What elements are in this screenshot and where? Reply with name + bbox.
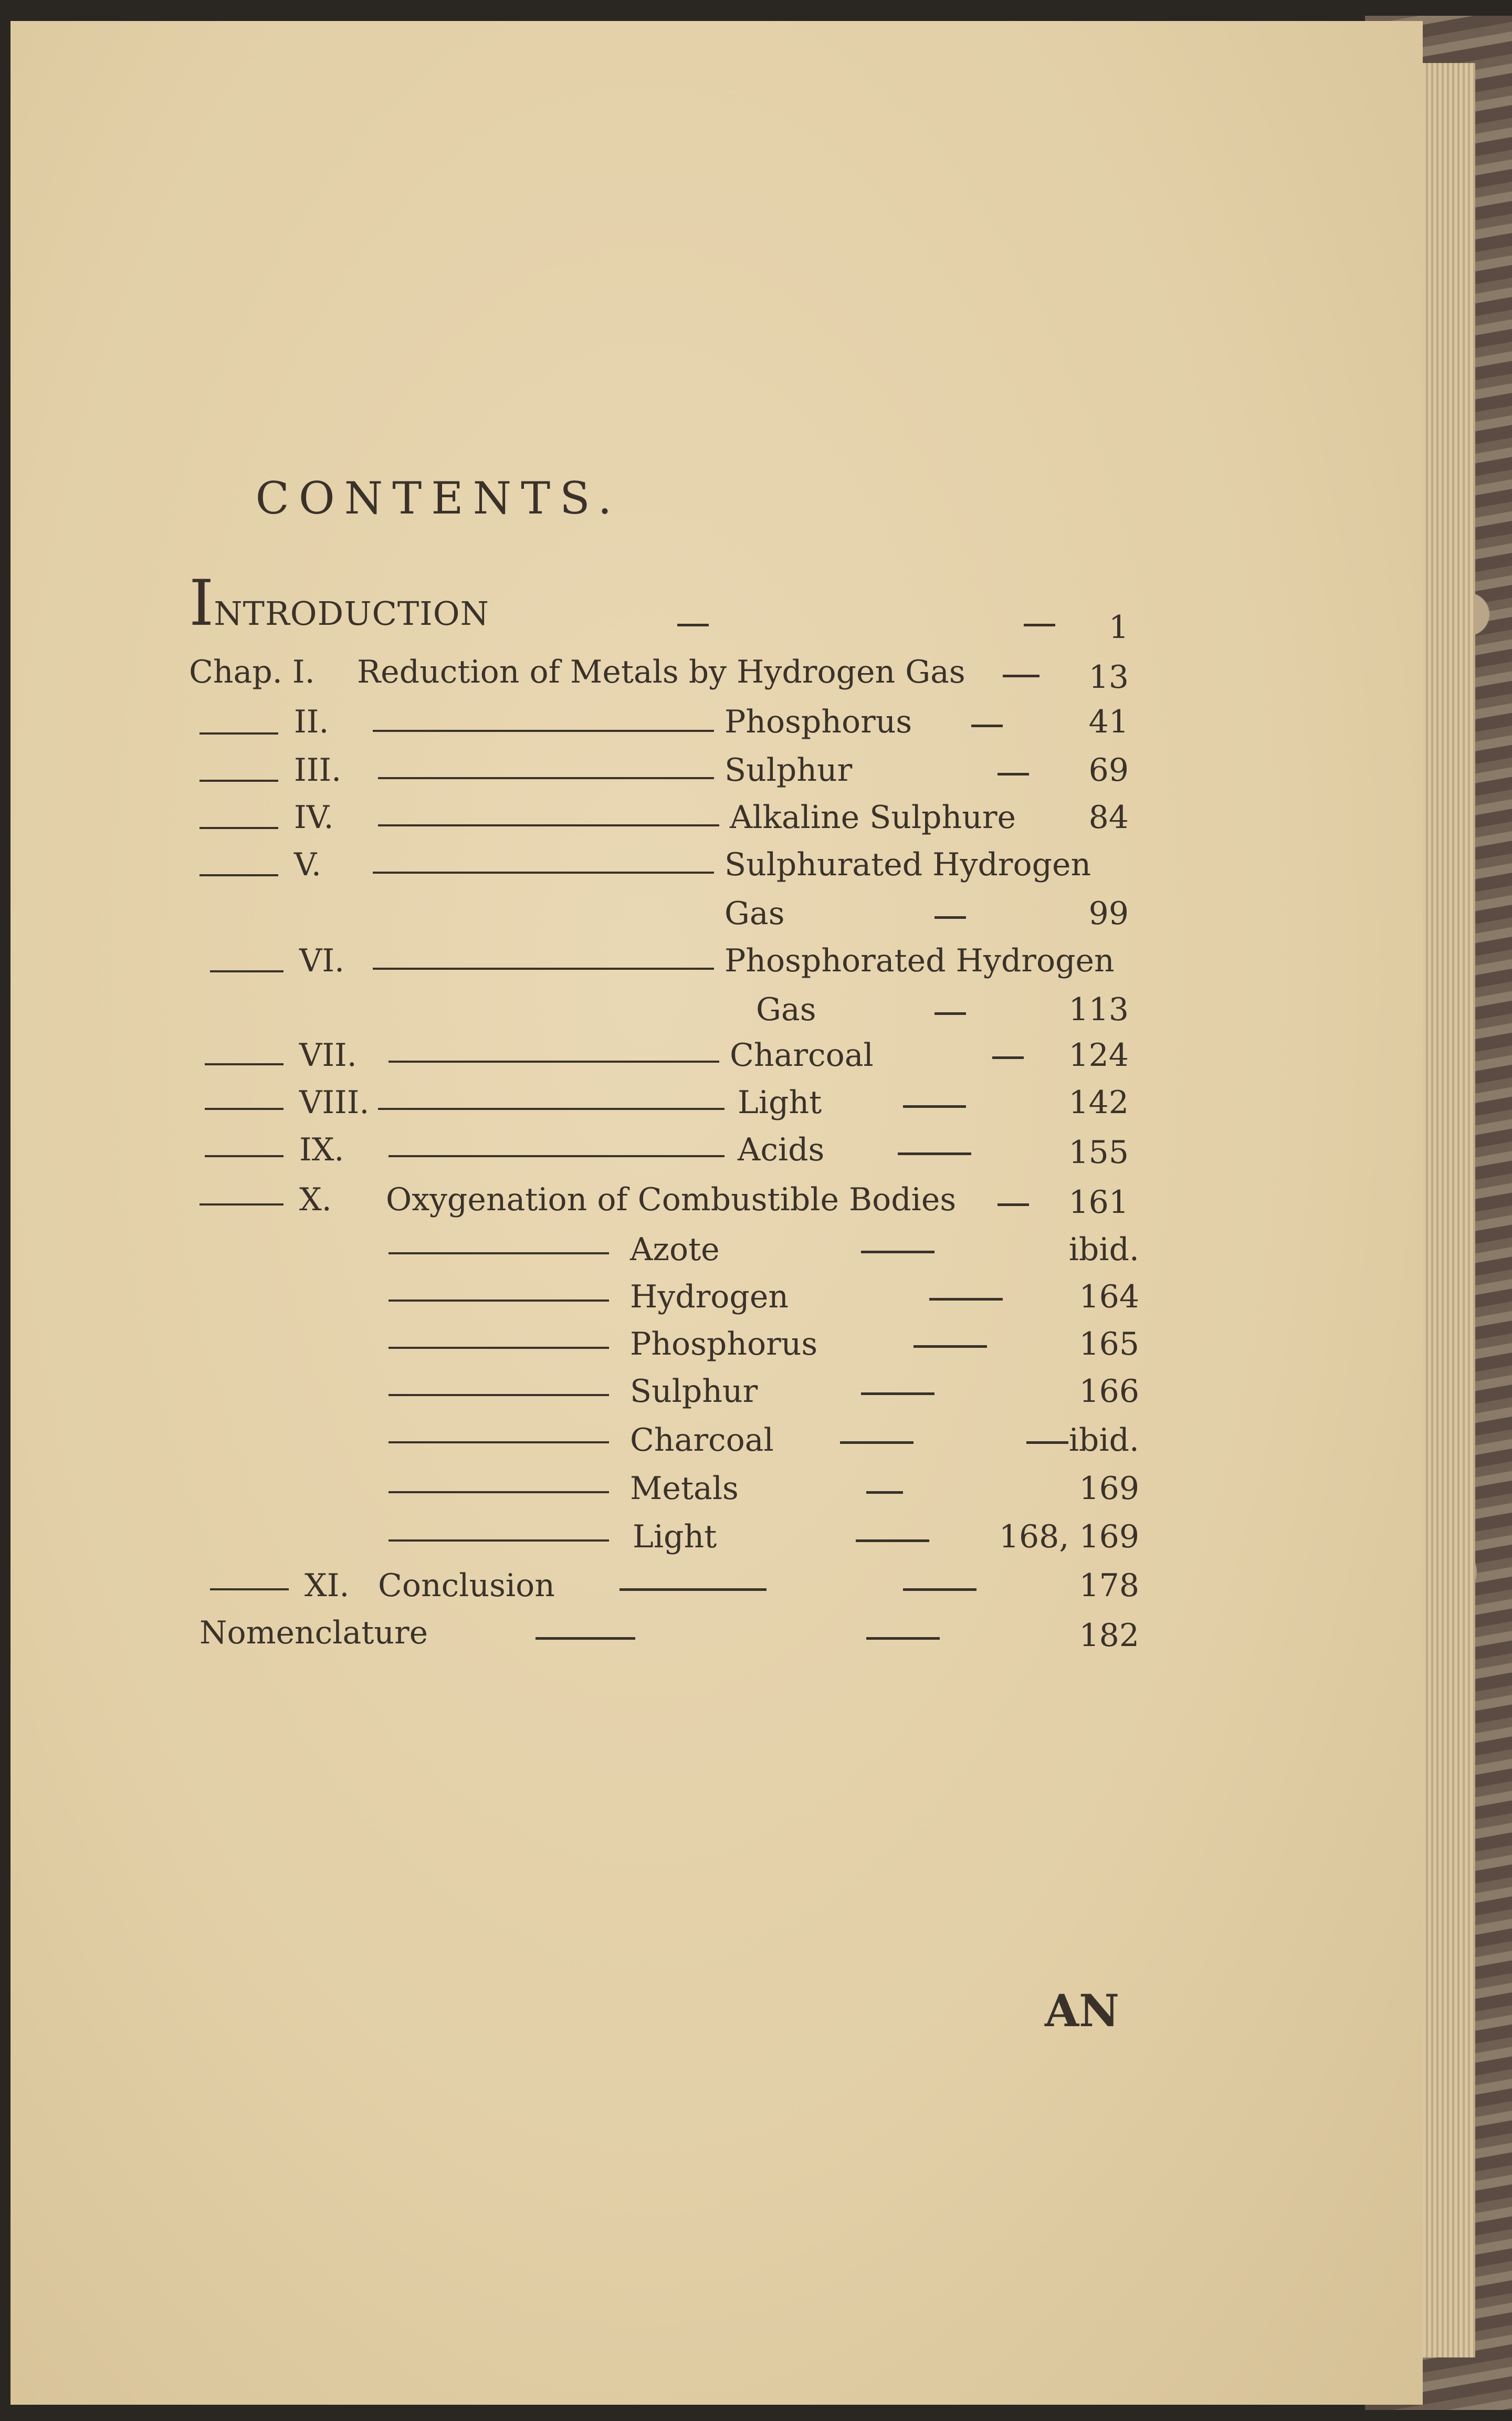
- leader-dash: [1024, 624, 1055, 626]
- page-number: 168, 169: [999, 1518, 1139, 1555]
- table-of-contents: [10, 21, 1423, 2121]
- page-number: 69: [1088, 752, 1129, 789]
- leader-dash: [934, 916, 966, 919]
- leader-rule: [388, 1155, 724, 1157]
- leader-dash: [903, 1588, 976, 1591]
- leader-dash: [929, 1298, 1003, 1301]
- ditto-rule: [388, 1252, 609, 1254]
- ditto-rule: [205, 1155, 284, 1157]
- page-number: 182: [1079, 1617, 1139, 1654]
- leader-rule: [378, 777, 714, 779]
- entry-title: Conclusion: [378, 1567, 555, 1604]
- entry-title: Acids: [738, 1131, 825, 1168]
- entry-title: Phosphorated Hydrogen: [724, 942, 1115, 979]
- leader-dash: [620, 1588, 766, 1591]
- entry-title: Light: [738, 1084, 822, 1121]
- entry-title: Phosphorus: [724, 704, 912, 740]
- chapter-number: V.: [294, 846, 321, 883]
- page-number: 161: [1068, 1184, 1129, 1221]
- page-number: 84: [1088, 799, 1129, 836]
- entry-title: Phosphorus: [630, 1326, 818, 1363]
- page-number: 164: [1079, 1278, 1139, 1315]
- chapter-number: VIII.: [299, 1084, 370, 1121]
- entry-title: Reduction of Metals by Hydrogen Gas: [357, 654, 965, 690]
- page-number: 113: [1068, 991, 1129, 1028]
- catchword: AN: [1045, 1985, 1119, 2037]
- entry-title: Hydrogen: [630, 1278, 789, 1315]
- page-number: 41: [1088, 704, 1129, 740]
- page-number: ibid.: [1068, 1231, 1139, 1268]
- ditto-rule: [388, 1441, 609, 1443]
- leader-dash: [861, 1251, 934, 1253]
- chapter-label: Chap. I.: [189, 654, 315, 690]
- entry-title: INTRODUCTION: [189, 567, 489, 640]
- chapter-number: VII.: [299, 1037, 357, 1074]
- leader-dash: [536, 1637, 635, 1640]
- page-number: 142: [1068, 1084, 1129, 1121]
- page-number: 155: [1068, 1134, 1129, 1171]
- leader-dash: [934, 1012, 966, 1015]
- page-number: 13: [1088, 659, 1129, 696]
- entry-title: Sulphur: [630, 1373, 758, 1410]
- leader-dash: [856, 1539, 929, 1542]
- leader-dash: [914, 1345, 987, 1348]
- page-number: 165: [1079, 1326, 1139, 1363]
- leader-dash: [861, 1392, 934, 1395]
- chapter-number: IV.: [294, 799, 334, 836]
- ditto-rule: [200, 1203, 284, 1206]
- page-edges: [1418, 63, 1475, 2357]
- entry-title: Charcoal: [630, 1422, 774, 1459]
- chapter-number: IX.: [299, 1131, 344, 1168]
- entry-title: Light: [633, 1518, 717, 1555]
- leader-rule: [378, 824, 719, 826]
- page-number: 169: [1079, 1470, 1139, 1507]
- leader-rule: [373, 968, 714, 970]
- leader-dash: [971, 725, 1003, 727]
- leader-dash: [840, 1441, 914, 1444]
- entry-title: Charcoal: [730, 1037, 874, 1074]
- ditto-rule: [200, 827, 278, 829]
- ditto-rule: [388, 1347, 609, 1349]
- leader-dash: [992, 1056, 1024, 1059]
- leader-dash: [677, 624, 709, 626]
- leader-dash: [903, 1105, 966, 1108]
- entry-title-continued: Gas: [756, 991, 816, 1028]
- ditto-rule: [388, 1539, 609, 1542]
- chapter-number: II.: [294, 704, 329, 740]
- leader-rule: [388, 1061, 719, 1063]
- leader-dash: [1003, 675, 1040, 677]
- chapter-number: VI.: [299, 942, 345, 979]
- entry-title: Azote: [630, 1231, 720, 1268]
- ditto-rule: [210, 1588, 289, 1590]
- page-number: 1: [1108, 609, 1129, 646]
- entry-title: Nomenclature: [200, 1615, 428, 1651]
- entry-title: Oxygenation of Combustible Bodies: [386, 1181, 957, 1218]
- entry-title: Sulphur: [724, 752, 853, 789]
- chapter-number: XI.: [304, 1567, 350, 1604]
- ditto-rule: [200, 732, 278, 735]
- ditto-rule: [200, 780, 278, 782]
- ditto-rule: [205, 1108, 284, 1110]
- leader-dash: [898, 1152, 971, 1155]
- chapter-number: X.: [299, 1181, 332, 1218]
- page-title: CONTENTS.: [255, 473, 622, 524]
- page-number: ibid.: [1068, 1422, 1139, 1459]
- entry-title: Alkaline Sulphure: [730, 799, 1016, 836]
- chapter-number: III.: [294, 752, 342, 789]
- leader-rule: [373, 872, 714, 874]
- leader-rule: [373, 730, 714, 732]
- entry-title-continued: Gas: [724, 895, 785, 932]
- leader-dash: [866, 1637, 940, 1640]
- leader-dash: [866, 1491, 903, 1494]
- ditto-rule: [200, 874, 278, 876]
- leader-rule: [378, 1108, 724, 1110]
- ditto-rule: [388, 1394, 609, 1396]
- page-number: 166: [1079, 1373, 1139, 1410]
- entry-title: Sulphurated Hydrogen: [724, 846, 1091, 883]
- ditto-rule: [210, 970, 284, 972]
- leader-dash: [998, 773, 1029, 775]
- book-page: [10, 21, 1423, 2405]
- entry-title: Metals: [630, 1470, 739, 1507]
- page-number: 124: [1068, 1037, 1129, 1074]
- leader-dash: [998, 1203, 1029, 1206]
- page-number: 99: [1088, 895, 1129, 932]
- page-number: 178: [1079, 1567, 1139, 1604]
- ditto-rule: [388, 1491, 609, 1493]
- ditto-rule: [388, 1299, 609, 1302]
- ditto-rule: [205, 1063, 284, 1065]
